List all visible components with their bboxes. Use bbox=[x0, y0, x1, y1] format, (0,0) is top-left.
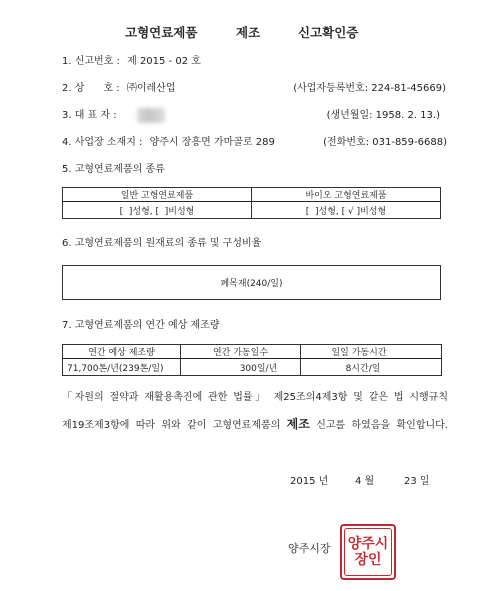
confirmation-line-1 bbox=[62, 390, 448, 405]
fuel-type-value-row bbox=[63, 202, 441, 219]
production-table bbox=[62, 344, 442, 376]
business-registration-number: (사업자등록번호: 224-81-45669) bbox=[293, 83, 446, 94]
representative-row bbox=[62, 109, 117, 122]
company-name: ㈜이레산업 bbox=[126, 83, 176, 94]
company-row bbox=[62, 82, 176, 95]
date-day: 23 일 bbox=[404, 476, 430, 487]
fuel-type-bio-options: [ ]성형, [ √ ]비성형 bbox=[252, 202, 441, 219]
report-number-row bbox=[62, 55, 201, 68]
official-seal-text: 양주시장인 bbox=[347, 536, 389, 568]
confirmation-line-1-text: 「자원의 절약과 재활용촉진에 관한 법률」 제25조의4제3항 및 같은 법 시행규칙 bbox=[62, 392, 448, 403]
production-column-annual-amount: 연간 예상 제조량 bbox=[63, 345, 181, 359]
fuel-type-general-options: [ ]성형, [ ]비성형 bbox=[63, 202, 252, 219]
confirmation-line-2 bbox=[62, 417, 448, 432]
title-product: 고형연료제품 bbox=[125, 25, 198, 40]
representative-label: 3. 대 표 자 : bbox=[62, 110, 117, 121]
location-address: 양주시 장흥면 가마골로 289 bbox=[149, 137, 275, 148]
production-operating-days: 300일/년 bbox=[181, 359, 301, 376]
phone-number: (전화번호: 031-859-6688) bbox=[323, 137, 447, 148]
fuel-type-heading: 5. 고형연료제품의 종류 bbox=[62, 164, 165, 175]
fuel-type-column-bio: 바이오 고형연료제품 bbox=[252, 188, 441, 202]
location-label: 4. 사업장 소재지 : bbox=[62, 137, 143, 148]
company-label: 2. 상 호 : bbox=[62, 83, 120, 94]
raw-materials-content: 폐목재(240/일) bbox=[220, 279, 283, 289]
official-seal-inner bbox=[344, 528, 392, 576]
production-daily-hours: 8시간/일 bbox=[301, 359, 442, 376]
confirmation-emphasis: 제조 bbox=[286, 417, 310, 431]
date-year: 2015 년 bbox=[290, 476, 329, 487]
raw-materials-box bbox=[62, 265, 441, 300]
production-annual-amount: 71,700톤/년(239톤/일) bbox=[63, 359, 181, 376]
location-row bbox=[62, 136, 275, 149]
confirmation-line-2-before: 제19조제3항에 따라 위와 같이 고형연료제품의 bbox=[62, 420, 281, 431]
fuel-type-column-general: 일반 고형연료제품 bbox=[63, 188, 252, 202]
redacted-name bbox=[137, 108, 165, 123]
title-certificate: 신고확인증 bbox=[298, 25, 359, 40]
confirmation-line-2-after: 신고를 하였음을 확인합니다. bbox=[316, 420, 448, 431]
title-manufacture: 제조 bbox=[236, 25, 261, 40]
official-seal bbox=[340, 524, 396, 580]
issuer-name: 양주시장 bbox=[288, 542, 331, 555]
date-month: 4 월 bbox=[355, 476, 375, 487]
production-header-row bbox=[63, 345, 442, 359]
production-value-row bbox=[63, 359, 442, 376]
fuel-type-table bbox=[62, 187, 441, 219]
production-column-operating-days: 연간 가동일수 bbox=[181, 345, 301, 359]
raw-materials-heading: 6. 고형연료제품의 원재료의 종류 및 구성비율 bbox=[62, 238, 262, 249]
report-number-label: 1. 신고번호 : bbox=[62, 56, 120, 67]
production-heading: 7. 고형연료제품의 연간 예상 제조량 bbox=[62, 320, 220, 331]
report-number-value: 제 2015 - 02 호 bbox=[127, 56, 201, 67]
birth-date: (생년월일: 1958. 2. 13.) bbox=[326, 110, 440, 121]
fuel-type-header-row bbox=[63, 188, 441, 202]
production-column-daily-hours: 일일 가동시간 bbox=[301, 345, 442, 359]
